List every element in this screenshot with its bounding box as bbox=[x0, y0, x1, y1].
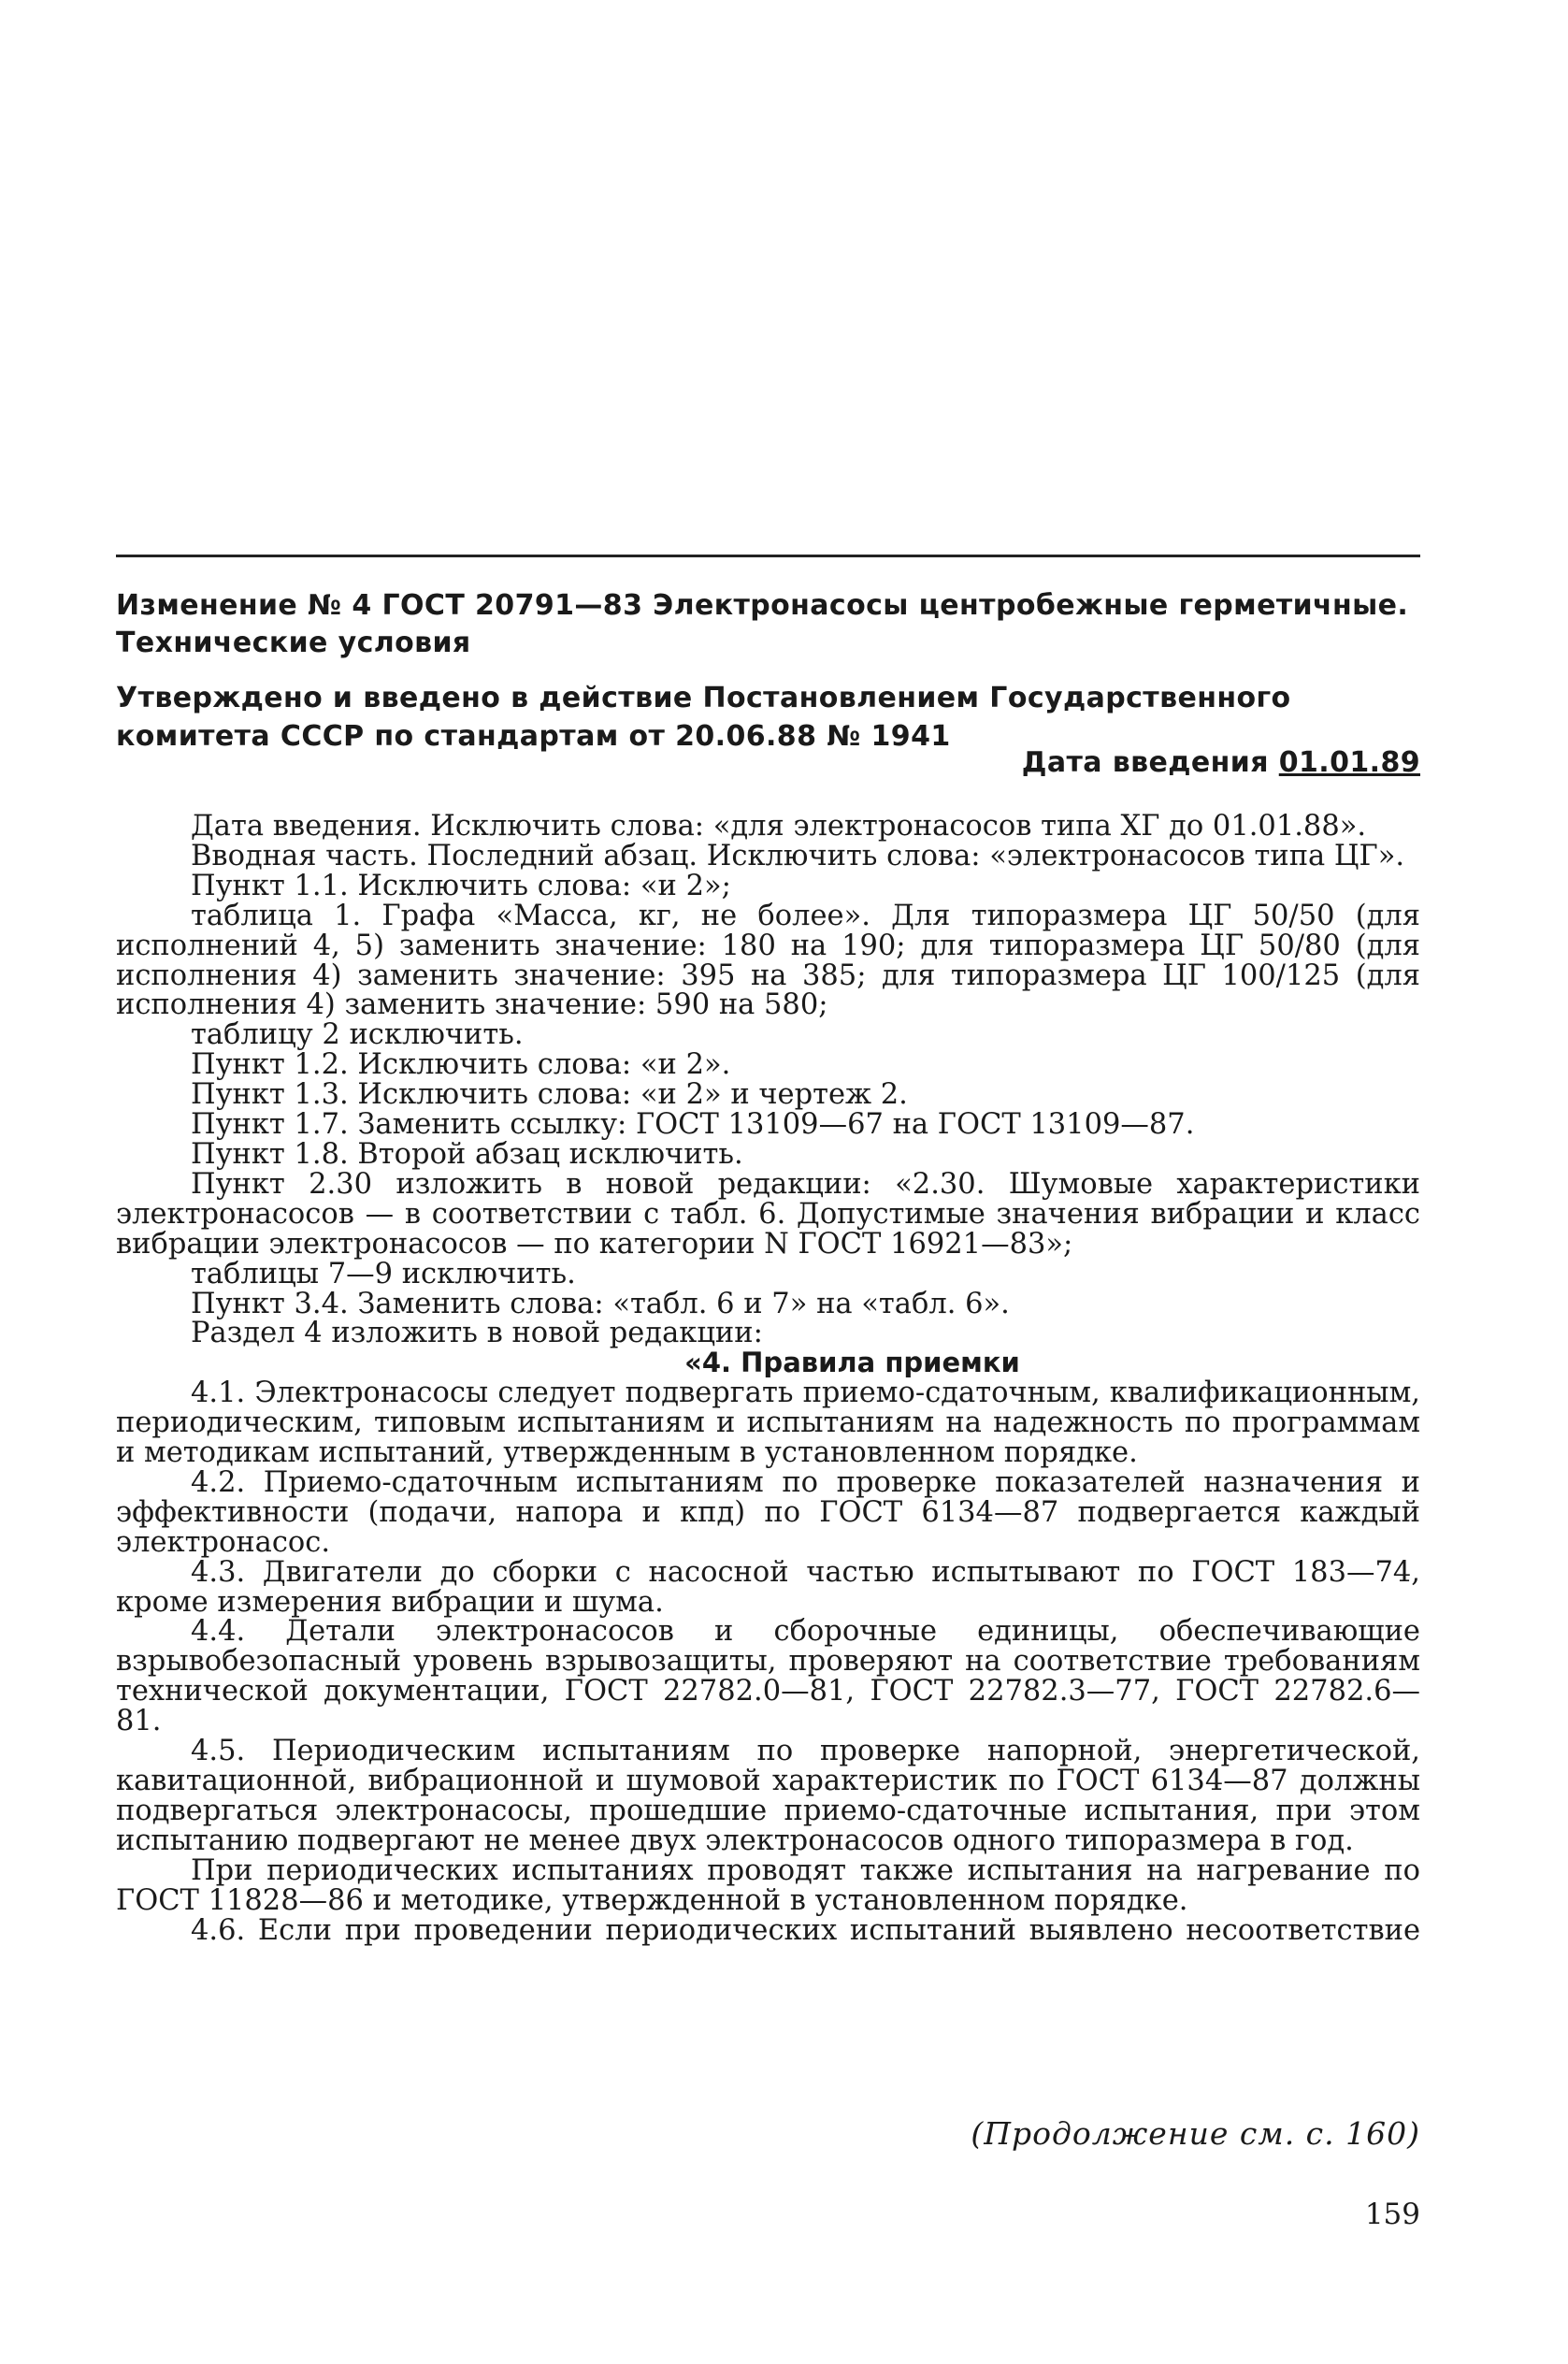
paragraph: Дата введения. Исключить слова: «для электронасосов типа ХГ до 01.01.88». bbox=[191, 810, 1367, 843]
introduction-date bbox=[1022, 743, 1420, 782]
continuation-note: (Продолжение см. с. 160) bbox=[971, 2115, 1420, 2152]
paragraph: Пункт 2.30 изложить в новой редакции: «2.30. Шумовые характеристики электронасосов — в соответствии с табл. 6. Допустимые значения вибрации и класс вибрации электронасосов — по категории N ГОСТ 16921—83»; bbox=[116, 1167, 1420, 1261]
section-paragraph: 4.2. Приемо-сдаточным испытаниям по проверке показателей назначения и эффективности (подачи, напора и кпд) по ГОСТ 6134—87 подвергается каждый электронасос. bbox=[116, 1465, 1420, 1559]
page-number: 159 bbox=[1364, 2198, 1420, 2231]
section-paragraph: 4.5. Периодическим испытаниям по проверке напорной, энергетической, кавитационной, вибрационной и шумовой характеристик по ГОСТ 6134—87 должны подвергаться электронасосы, прошедшие приемо-сдаточные испытания, при этом испытанию подвергают не менее двух электронасосов одного типоразмера в год. bbox=[116, 1735, 1420, 1857]
document-body bbox=[116, 812, 1420, 1945]
introduction-date-label: Дата введения bbox=[1021, 746, 1269, 779]
section-paragraph: 4.6. Если при проведении периодических испытаний выявлено несоответствие bbox=[191, 1913, 1420, 1947]
paragraph: Вводная часть. Последний абзац. Исключить слова: «электронасосов типа ЦГ». bbox=[191, 839, 1405, 872]
top-rule bbox=[116, 555, 1420, 557]
paragraph: Пункт 1.2. Исключить слова: «и 2». bbox=[191, 1048, 731, 1082]
section-heading: «4. Правила приемки bbox=[684, 1347, 1020, 1379]
paragraph: таблица 1. Графа «Масса, кг, не более». Для типоразмера ЦГ 50/50 (для исполнений 4, 5) заменить значение: 180 на 190; для типоразмера ЦГ 50/80 (для исполнения 4) заменить значение: 395 на 385; для типоразмера ЦГ 100/125 (для исполнения 4) заменить значение: 590 на 580; bbox=[116, 899, 1420, 1022]
section-paragraph: 4.1. Электронасосы следует подвергать приемо-сдаточным, квалификационным, периодическим, типовым испытаниям и испытаниям на надежность по программам и методикам испытаний, утвержденным в установленном порядке. bbox=[116, 1377, 1420, 1470]
section-paragraph: 4.3. Двигатели до сборки с насосной частью испытывают по ГОСТ 183—74, кроме измерения вибрации и шума. bbox=[116, 1555, 1420, 1619]
introduction-date-value: 01.01.89 bbox=[1278, 746, 1420, 779]
paragraph: таблицы 7—9 исключить. bbox=[191, 1257, 576, 1290]
paragraph: Пункт 1.1. Исключить слова: «и 2»; bbox=[191, 869, 731, 902]
paragraph: таблицу 2 исключить. bbox=[191, 1018, 524, 1052]
paragraph: Пункт 1.8. Второй абзац исключить. bbox=[191, 1137, 743, 1171]
paragraph: Пункт 1.3. Исключить слова: «и 2» и чертеж 2. bbox=[191, 1078, 908, 1112]
section-paragraph: 4.4. Детали электронасосов и сборочные единицы, обеспечивающие взрывобезопасный уровень взрывозащиты, проверяют на соответствие требованиям технической документации, ГОСТ 22782.0—81, ГОСТ 22782.3—77, ГОСТ 22782.6—81. bbox=[116, 1615, 1420, 1738]
section-paragraph: При периодических испытаниях проводят также испытания на нагревание по ГОСТ 11828—86 и методике, утвержденной в установленном порядке. bbox=[116, 1853, 1420, 1917]
paragraph: Раздел 4 изложить в новой редакции: bbox=[191, 1317, 763, 1350]
paragraph: Пункт 3.4. Заменить слова: «табл. 6 и 7» на «табл. 6». bbox=[191, 1287, 1010, 1320]
amendment-title: Изменение № 4 ГОСТ 20791—83 Электронасосы центробежные герметичные. Технические условия bbox=[116, 589, 1409, 659]
approval-statement: Утверждено и введено в действие Постановлением Государственного комитета СССР по стандартам от 20.06.88 № 1941 bbox=[116, 682, 1291, 753]
paragraph: Пункт 1.7. Заменить ссылку: ГОСТ 13109—67 на ГОСТ 13109—87. bbox=[191, 1108, 1195, 1142]
